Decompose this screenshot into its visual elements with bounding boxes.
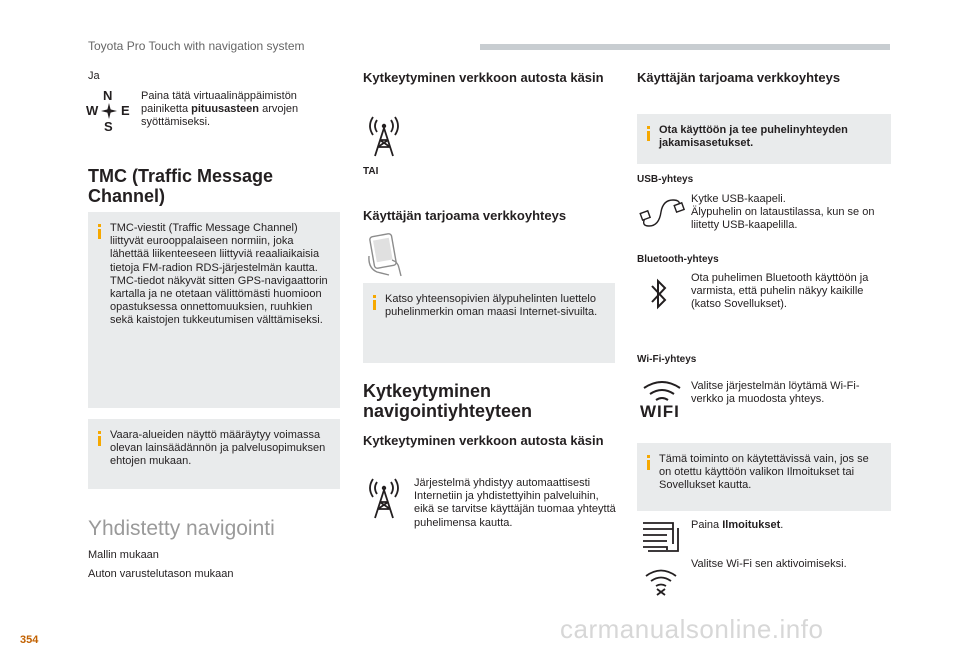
- bluetooth-icon: [648, 276, 670, 312]
- wifi-note: [637, 443, 891, 511]
- mallin-text: Mallin mukaan: [88, 549, 159, 561]
- col2-note: [363, 283, 615, 363]
- usb-text: Kytke USB-kaapeli. Älypuhelin on lataustilassa, kun se on liitetty USB-kaapelilla.: [691, 193, 875, 232]
- compass-text: Paina tätä virtuaalinäppäimistön painiketta pituusasteen arvojen syöttämiseksi.: [141, 90, 299, 129]
- notifications-list-icon: [640, 520, 680, 554]
- wifi-logo-icon: [640, 378, 684, 426]
- valitse-wifi-text: Valitse Wi-Fi sen aktivoimiseksi.: [691, 558, 847, 570]
- compass-icon: [86, 88, 132, 134]
- tmc-note: [88, 212, 340, 408]
- wifi-logo-text: WIFI: [640, 402, 680, 421]
- usb-label: USB-yhteys: [637, 174, 694, 185]
- paina-text: Paina Ilmoitukset.: [691, 519, 784, 531]
- footer-watermark: carmanualsonline.info: [560, 614, 824, 644]
- usb-cable-icon: [639, 194, 685, 230]
- tmc-heading: TMC (Traffic Message Channel): [88, 166, 274, 206]
- tai-text: TAI: [363, 166, 379, 177]
- tmc-note-text: TMC-viestit (Traffic Message Channel) liittyvät eurooppalaiseen normiin, joka lähettää liikenteeseen liittyviä reaaliaikaisia tietoja FM-radion RDS-järjestelmän kautta. TMC-tiedot näkyvät sitten GPS-navigaattorin kartalla ja ne otetaan välittömästi huomioon opastuksessa onnettomuuksien, ruuhkien sekä kaistojen tukkeutumisen välttämiseksi.: [110, 222, 328, 327]
- wifi-label: Wi-Fi-yhteys: [637, 354, 697, 365]
- page-number: 354: [20, 634, 39, 646]
- wifi-text: Valitse järjestelmän löytämä Wi-Fi-verkko ja muodosta yhteys.: [691, 380, 860, 406]
- compass-n: N: [103, 88, 113, 103]
- col3-note-text: Ota käyttöön ja tee puhelinyhteyden jakamisasetukset.: [659, 124, 848, 150]
- col2-heading4: Kytkeytyminen verkkoon autosta käsin: [363, 433, 604, 448]
- compass-w: W: [86, 103, 99, 118]
- bluetooth-text: Ota puhelimen Bluetooth käyttöön ja varmista, että puhelin näkyy kaikille (katso Sovellukset).: [691, 272, 869, 311]
- col2-heading1: Kytkeytyminen verkkoon autosta käsin: [363, 70, 604, 85]
- running-header: Toyota Pro Touch with navigation system: [88, 39, 305, 53]
- yhdistetty-heading: Yhdistetty navigointi: [88, 517, 275, 540]
- col2-heading2: Käyttäjän tarjoama verkkoyhteys: [363, 208, 567, 223]
- col3-heading: Käyttäjän tarjoama verkkoyhteys: [637, 70, 841, 85]
- header-rule: [480, 44, 890, 50]
- compass-e: E: [121, 103, 130, 118]
- col3-note: [637, 114, 891, 164]
- wifi-off-icon: [644, 566, 678, 596]
- vaara-note-text: Vaara-alueiden näyttö määräytyy voimassa olevan lainsäädännön ja palvelusopimuksen ehtojen mukaan.: [110, 429, 326, 468]
- wifi-note-text: Tämä toiminto on käytettävissä vain, jos se on otettu käyttöön valikon Ilmoitukset tai Sovellukset kautta.: [659, 453, 869, 492]
- vaara-note: [88, 419, 340, 489]
- ja-text: Ja: [88, 70, 100, 82]
- compass-s: S: [104, 119, 113, 134]
- col2-note-text: Katso yhteensopivien älypuhelinten luettelo puhelinmerkin oman maasi Internet-sivuilta.: [385, 293, 598, 319]
- antenna-icon: [366, 478, 402, 520]
- bluetooth-label: Bluetooth-yhteys: [637, 254, 719, 265]
- auton-text: Auton varustelutason mukaan: [88, 568, 234, 580]
- antenna-icon: [366, 116, 402, 158]
- col2-auto-text: Järjestelmä yhdistyy automaattisesti Internetiin ja yhdistettyihin palveluihin, eikä se tarvitse käyttäjän tuomaa yhteyttä puhelimensa kautta.: [414, 477, 616, 529]
- smartphone-hand-icon: [365, 232, 405, 278]
- col2-heading3: Kytkeytyminen navigointiyhteyteen: [363, 381, 533, 421]
